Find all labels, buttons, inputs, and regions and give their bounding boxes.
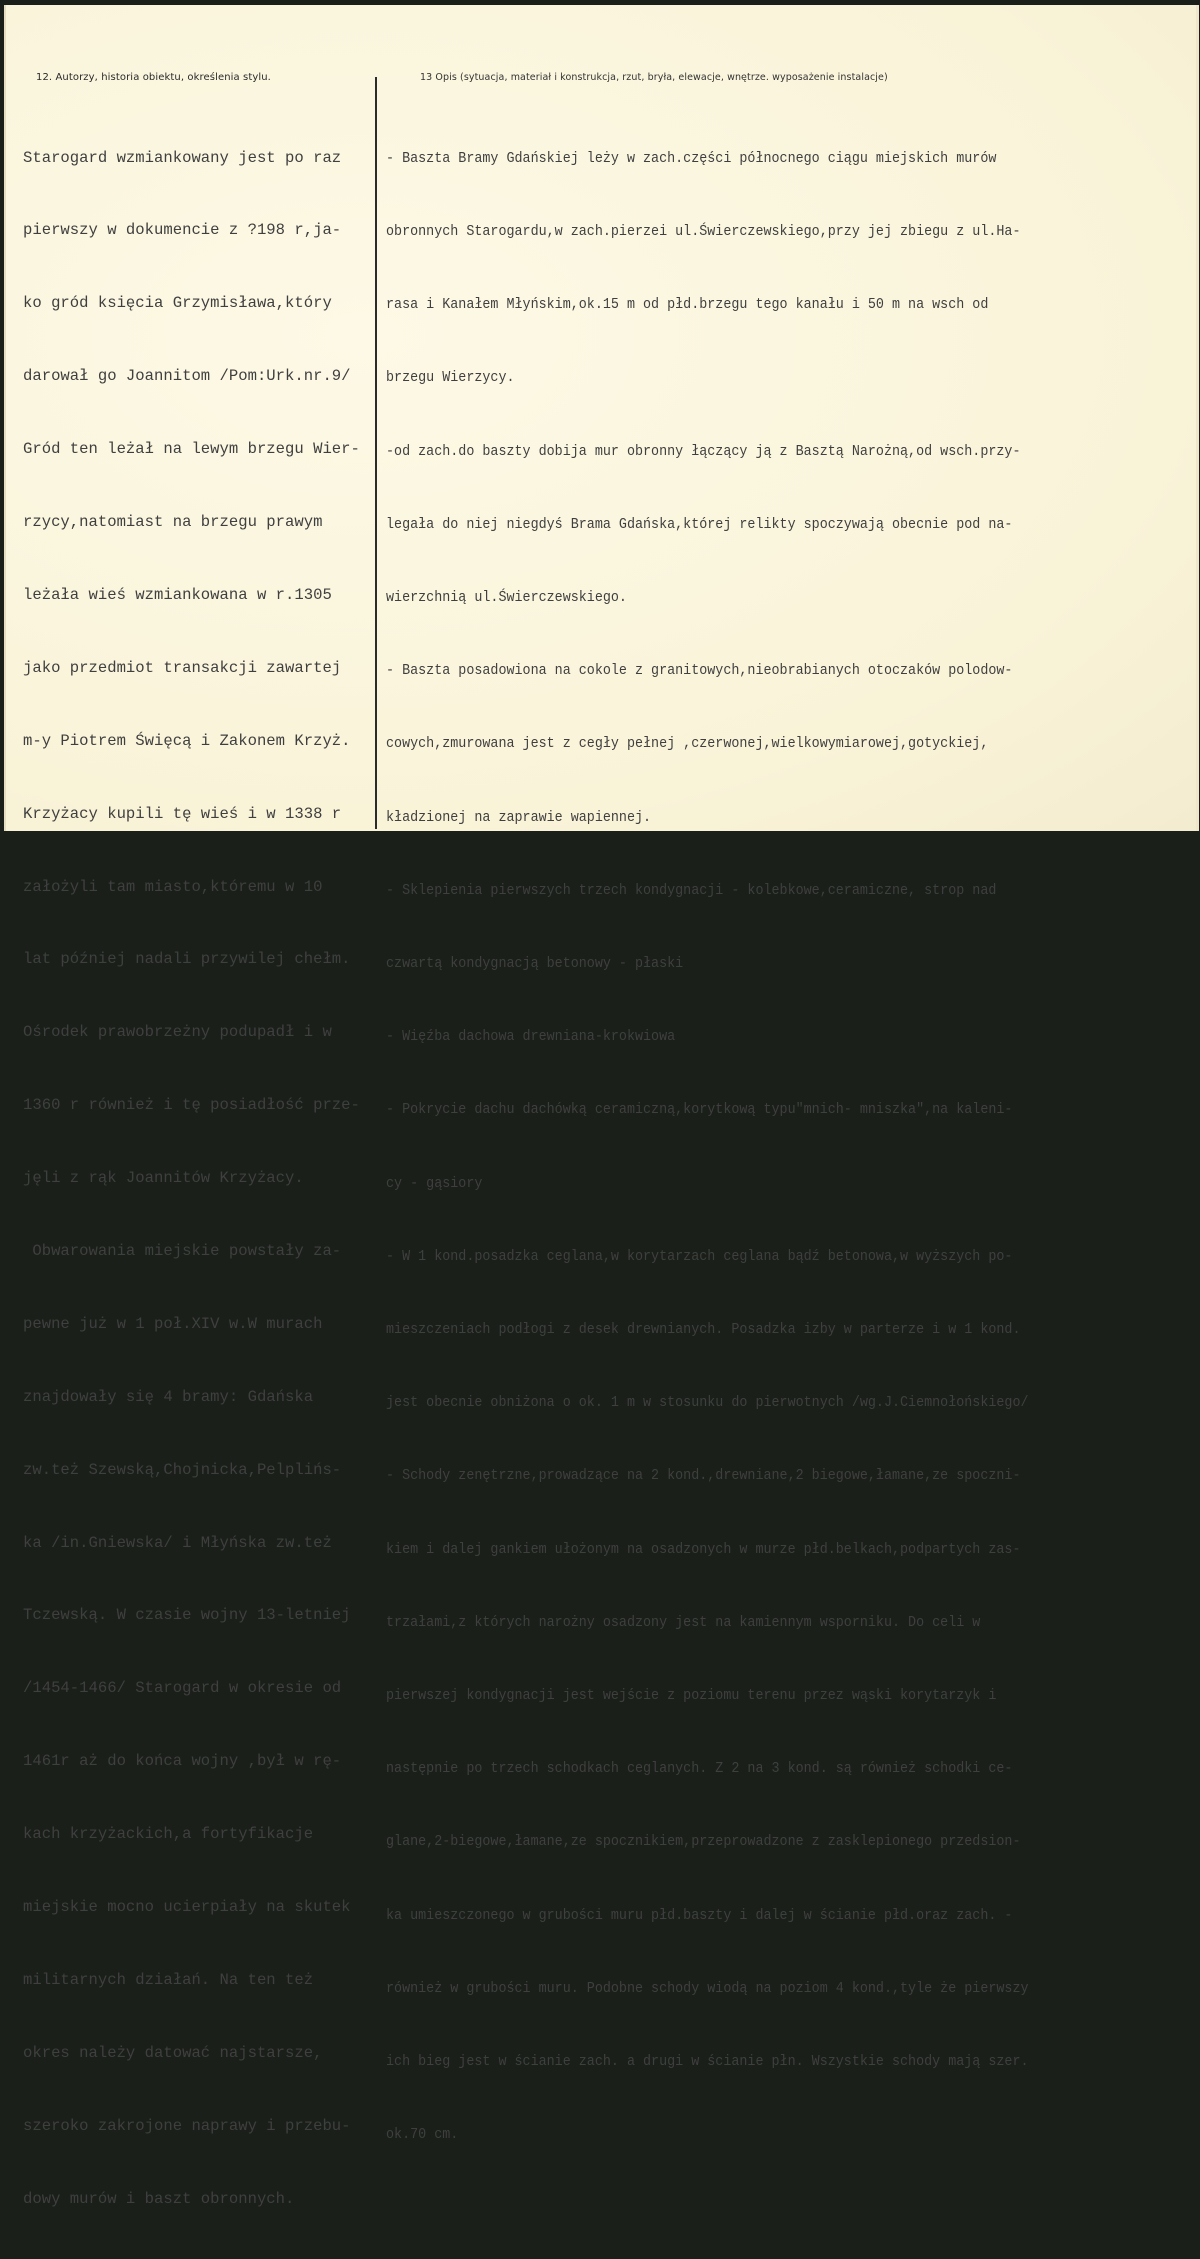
text-line: jako przedmiot transakcji zawartej	[23, 658, 342, 677]
text-line: - W 1 kond.posadzka ceglana,w korytarzach ceglana bądź betonowa,w wyższych po-	[386, 1248, 1013, 1265]
document-card	[4, 5, 1199, 2208]
text-line: cowych,zmurowana jest z cegły pełnej ,czerwonej,wielkowymiarowej,gotyckiej,	[386, 736, 989, 753]
text-line: - Pokrycie dachu dachówką ceramiczną,korytkową typu"mnich- mniszka",na kaleni-	[386, 1102, 1013, 1119]
text-line: ka umieszczonego w grubości muru płd.baszty i dalej w ścianie płd.oraz zach. -	[386, 1907, 1013, 1924]
text-line: zw.też Szewską,Chojnicka,Pelplińs-	[23, 1460, 342, 1479]
text-line: dowy murów i baszt obronnych.	[23, 2189, 295, 2208]
text-line: rzycy,natomiast na brzegu prawym	[23, 513, 323, 532]
text-line: jest obecnie obniżona o ok. 1 m w stosunku do pierwotnych /wg.J.Ciemnołońskiego/	[386, 1395, 1029, 1412]
section-13-heading: 13 Opis (sytuacja, materiał i konstrukcja, rzut, bryła, elewacje, wnętrze. wyposażenie instalacje)	[420, 72, 888, 83]
text-line: -od zach.do baszty dobija mur obronny łączący ją z Basztą Narożną,od wsch.przy-	[386, 443, 1021, 460]
text-line: Ośrodek prawobrzeżny podupadł i w	[23, 1023, 332, 1042]
column-divider	[375, 77, 377, 829]
text-line: - Więźba dachowa drewniana-krokwiowa	[386, 1029, 676, 1046]
text-line: Gród ten leżał na lewym brzegu Wier-	[23, 440, 360, 459]
text-line: kach krzyżackich,a fortyfikacje	[23, 1825, 314, 1844]
text-line: - Schody zenętrzne,prowadzące na 2 kond.,drewniane,2 biegowe,łamane,ze spoczni-	[386, 1468, 1021, 1485]
text-line: pewne już w 1 poł.XIV w.W murach	[23, 1314, 323, 1333]
text-line: założyli tam miasto,któremu w 10	[23, 877, 323, 896]
text-line: Obwarowania miejskie powstały za-	[23, 1241, 342, 1260]
text-line: jęli z rąk Joannitów Krzyżacy.	[23, 1169, 304, 1188]
text-line: miejskie mocno ucierpiały na skutek	[23, 1897, 351, 1916]
text-line: m-y Piotrem Święcą i Zakonem Krzyż.	[23, 731, 351, 750]
text-line: pierwszej kondygnacji jest wejście z poziomu terenu przez wąski korytarzyk i	[386, 1688, 997, 1705]
text-line: - Sklepienia pierwszych trzech kondygnacji - kolebkowe,ceramiczne, strop nad	[386, 882, 997, 899]
history-column	[23, 97, 360, 2259]
text-line: również w grubości muru. Podobne schody wiodą na poziom 4 kond.,tyle że pierwszy	[386, 1980, 1029, 1997]
text-line: trzałami,z których narożny osadzony jest na kamiennym wsporniku. Do celi w	[386, 1614, 981, 1631]
text-line: ko gród księcia Grzymisława,który	[23, 294, 332, 313]
text-line: ich bieg jest w ścianie zach. a drugi w ścianie płn. Wszystkie schody mają szer.	[386, 2054, 1029, 2071]
text-line: - Baszta Bramy Gdańskiej leży w zach.części północnego ciągu miejskich murów	[386, 150, 997, 167]
text-line: darował go Joannitom /Pom:Urk.nr.9/	[23, 367, 351, 386]
text-line: 1461r aż do końca wojny ,był w rę-	[23, 1752, 342, 1771]
text-line: wierzchnią ul.Świerczewskiego.	[386, 590, 627, 607]
text-line: następnie po trzech schodkach ceglanych. Z 2 na 3 kond. są również schodki ce-	[386, 1761, 1013, 1778]
text-line: znajdowały się 4 bramy: Gdańska	[23, 1387, 314, 1406]
text-line: ok.70 cm.	[386, 2127, 459, 2144]
section-12-heading: 12. Autorzy, historia obiektu, określenia stylu.	[36, 72, 271, 83]
text-line: glane,2-biegowe,łamane,ze spocznikiem,przeprowadzone z zasklepionego przedsion-	[386, 1834, 1021, 1851]
text-line: /1454-1466/ Starogard w okresie od	[23, 1679, 342, 1698]
text-line: - Baszta posadowiona na cokole z granitowych,nieobrabianych otoczaków polodow-	[386, 663, 1013, 680]
text-line: Tczewską. W czasie wojny 13-letniej	[23, 1606, 351, 1625]
text-line: 1360 r również i tę posiadłość prze-	[23, 1096, 360, 1115]
text-line: okres należy datować najstarsze,	[23, 2043, 323, 2062]
text-line: Starogard wzmiankowany jest po raz	[23, 148, 342, 167]
text-line: szeroko zakrojone naprawy i przebu-	[23, 2116, 351, 2135]
text-line: lat później nadali przywilej chełm.	[23, 950, 351, 969]
text-line: rasa i Kanałem Młyńskim,ok.15 m od płd.brzegu tego kanału i 50 m na wsch od	[386, 297, 989, 314]
text-line: kładzionej na zaprawie wapiennej.	[386, 809, 652, 826]
text-line: czwartą kondygnacją betonowy - płaski	[386, 956, 684, 973]
text-line: cy - gąsiory	[386, 1175, 483, 1192]
text-line: ka /in.Gniewska/ i Młyńska zw.też	[23, 1533, 332, 1552]
text-line: pierwszy w dokumencie z ?198 r,ja-	[23, 221, 342, 240]
text-line: Krzyżacy kupili tę wieś i w 1338 r	[23, 804, 342, 823]
text-line: brzegu Wierzycy.	[386, 370, 515, 387]
text-line: leżała wieś wzmiankowana w r.1305	[23, 585, 332, 604]
text-line: obronnych Starogardu,w zach.pierzei ul.Świerczewskiego,przy jej zbiegu z ul.Ha-	[386, 224, 1021, 241]
text-line: kiem i dalej gankiem ułożonym na osadzonych w murze płd.belkach,podpartych zas-	[386, 1541, 1021, 1558]
text-line: mieszczeniach podłogi z desek drewnianych. Posadzka izby w parterze i w 1 kond.	[386, 1322, 1021, 1339]
description-column	[386, 98, 1029, 2197]
text-line: militarnych działań. Na ten też	[23, 1970, 314, 1989]
text-line: legała do niej niegdyś Brama Gdańska,której relikty spoczywają obecnie pod na-	[386, 516, 1013, 533]
